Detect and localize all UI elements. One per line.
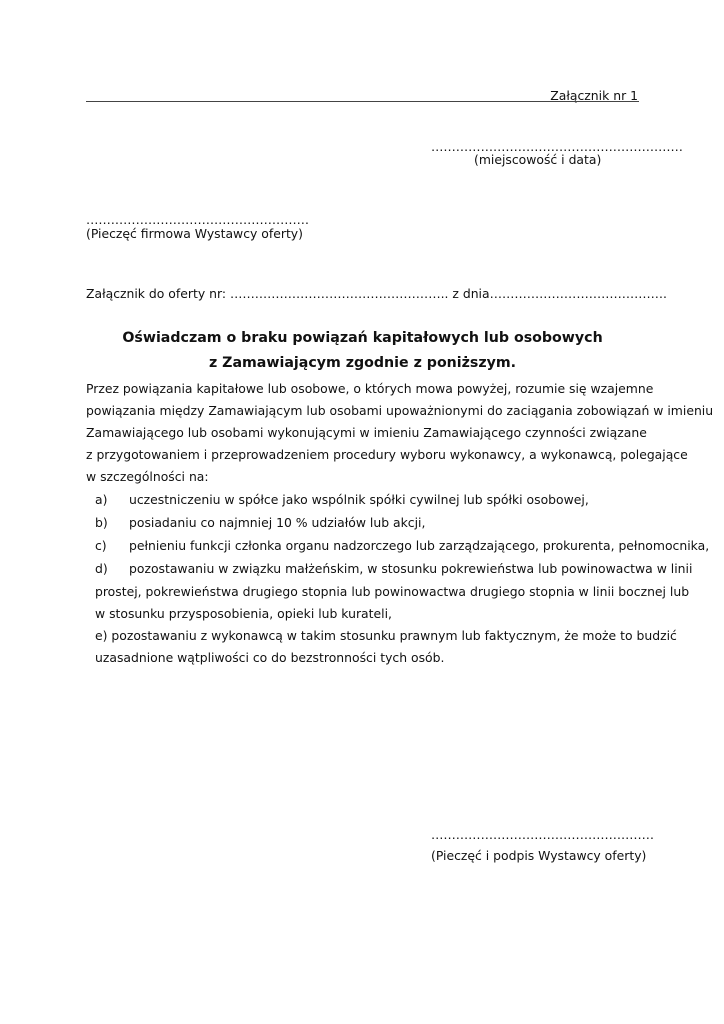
- company-stamp-dots: ………………………………………………: [86, 212, 310, 227]
- item-d-text-line-1: pozostawaniu w związku małżeńskim, w stosunku pokrewieństwa lub powinowactwa w linii: [129, 561, 693, 576]
- item-b-label: b): [95, 515, 108, 530]
- item-b-text: posiadaniu co najmniej 10 % udziałów lub akcji,: [129, 515, 426, 530]
- place-date-label: (miejscowość i data): [474, 152, 602, 167]
- header-rule: [86, 101, 639, 102]
- intro-line: Zamawiającego lub osobami wykonującymi w imieniu Zamawiającego czynności związane: [86, 425, 647, 440]
- intro-line: Przez powiązania kapitałowe lub osobowe, o których mowa powyżej, rozumie się wzajemne: [86, 381, 654, 396]
- item-a-label: a): [95, 492, 108, 507]
- annex-number: Załącznik nr 1: [550, 88, 638, 103]
- item-d-text-line-3: w stosunku przysposobienia, opieki lub kurateli,: [95, 606, 392, 621]
- statement-title-line-2: z Zamawiającym zgodnie z poniższym.: [208, 355, 517, 371]
- offer-reference-line: Załącznik do oferty nr: …………………………………………….. z dnia…………………………………….: [86, 286, 667, 301]
- item-e-text-line-2: uzasadnione wątpliwości co do bezstronności tych osób.: [95, 650, 445, 665]
- intro-line: powiązania między Zamawiającym lub osobami upoważnionymi do zaciągania zobowiązań w imieniu: [86, 403, 714, 418]
- company-stamp-label: (Pieczęć firmowa Wystawcy oferty): [86, 226, 303, 241]
- item-a-text: uczestniczeniu w spółce jako wspólnik spółki cywilnej lub spółki osobowej,: [129, 492, 589, 507]
- place-date-dots: …………………………………………………….: [431, 139, 683, 154]
- item-d-text-line-2: prostej, pokrewieństwa drugiego stopnia lub powinowactwa drugiego stopnia w linii bocznej lub: [95, 584, 690, 599]
- item-c-text: pełnieniu funkcji członka organu nadzorczego lub zarządzającego, prokurenta, pełnomocnika,: [129, 538, 710, 553]
- intro-line: z przygotowaniem i przeprowadzeniem procedury wyboru wykonawcy, a wykonawcą, polegające: [86, 447, 688, 462]
- item-c-label: c): [95, 538, 107, 553]
- statement-title-line-1: Oświadczam o braku powiązań kapitałowych lub osobowych: [122, 330, 603, 346]
- signature-dots: ………………………………………………: [431, 827, 655, 842]
- item-d-label: d): [95, 561, 108, 576]
- intro-line: w szczególności na:: [86, 469, 209, 484]
- item-e-text-line-1: e) pozostawaniu z wykonawcą w takim stosunku prawnym lub faktycznym, że może to budzić: [95, 628, 677, 643]
- signature-label: (Pieczęć i podpis Wystawcy oferty): [431, 848, 647, 863]
